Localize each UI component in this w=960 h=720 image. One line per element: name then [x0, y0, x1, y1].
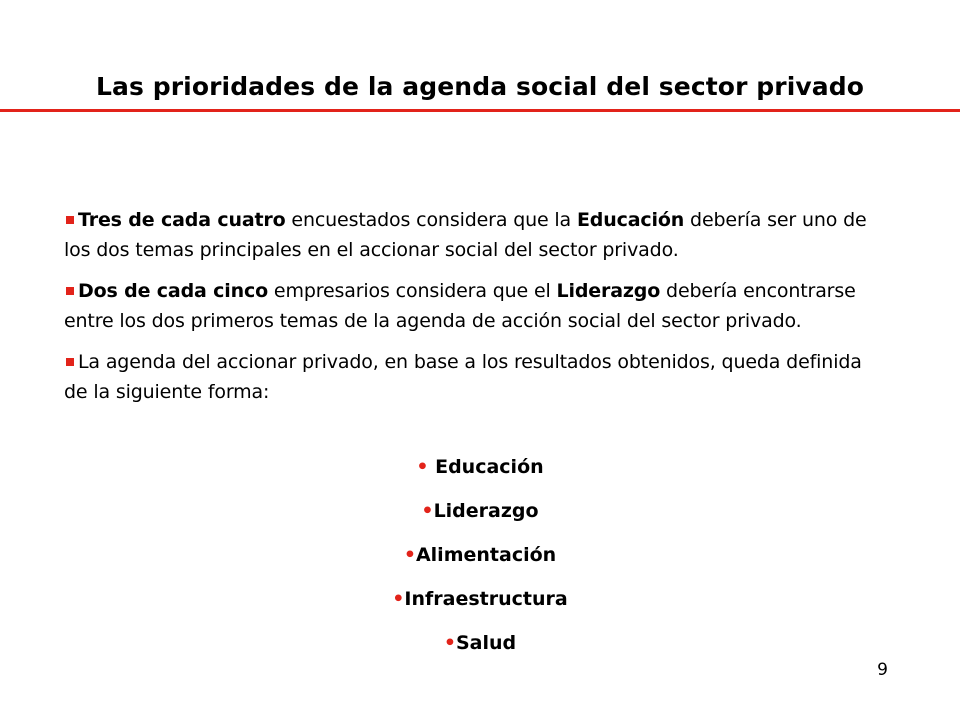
paragraph-text: empresarios considera que el	[268, 280, 557, 302]
red-dot-icon: •	[421, 500, 434, 522]
slide-body	[64, 205, 884, 418]
paragraph-text: encuestados considera que la	[285, 209, 577, 231]
bold-lead: Dos de cada cinco	[78, 280, 269, 302]
square-bullet-icon	[66, 287, 74, 295]
paragraph-text: La agenda del accionar privado, en base a los resultados obtenidos, queda definida de la siguiente forma:	[64, 351, 862, 403]
paragraph-text: debería encontrarse entre los dos primeros temas de la agenda de acción social del sector privado.	[64, 280, 856, 332]
agenda-item-infrastructure: •Infraestructura	[392, 588, 568, 610]
red-dot-icon: •	[416, 456, 429, 478]
red-dot-icon: •	[392, 588, 405, 610]
agenda-item-health: •Salud	[443, 632, 517, 654]
paragraph-education	[64, 205, 884, 265]
square-bullet-icon	[66, 358, 74, 366]
paragraph-text: debería ser uno de los dos temas principales en el accionar social del sector privado.	[64, 209, 867, 261]
bold-keyword: Liderazgo	[556, 280, 661, 302]
bold-lead: Tres de cada cuatro	[78, 209, 286, 231]
title-underline	[0, 109, 960, 112]
square-bullet-icon	[66, 216, 74, 224]
page-number: 9	[877, 660, 888, 680]
red-dot-icon: •	[443, 632, 456, 654]
agenda-item-leadership: •Liderazgo	[421, 500, 539, 522]
slide-title: Las prioridades de la agenda social del sector privado	[95, 72, 865, 101]
agenda-list	[0, 450, 960, 670]
red-dot-icon: •	[403, 544, 416, 566]
paragraph-agenda	[64, 347, 884, 407]
agenda-item-education: • Educación	[416, 456, 544, 478]
paragraph-leadership	[64, 276, 884, 336]
bold-keyword: Educación	[576, 209, 685, 231]
agenda-item-food: •Alimentación	[403, 544, 557, 566]
